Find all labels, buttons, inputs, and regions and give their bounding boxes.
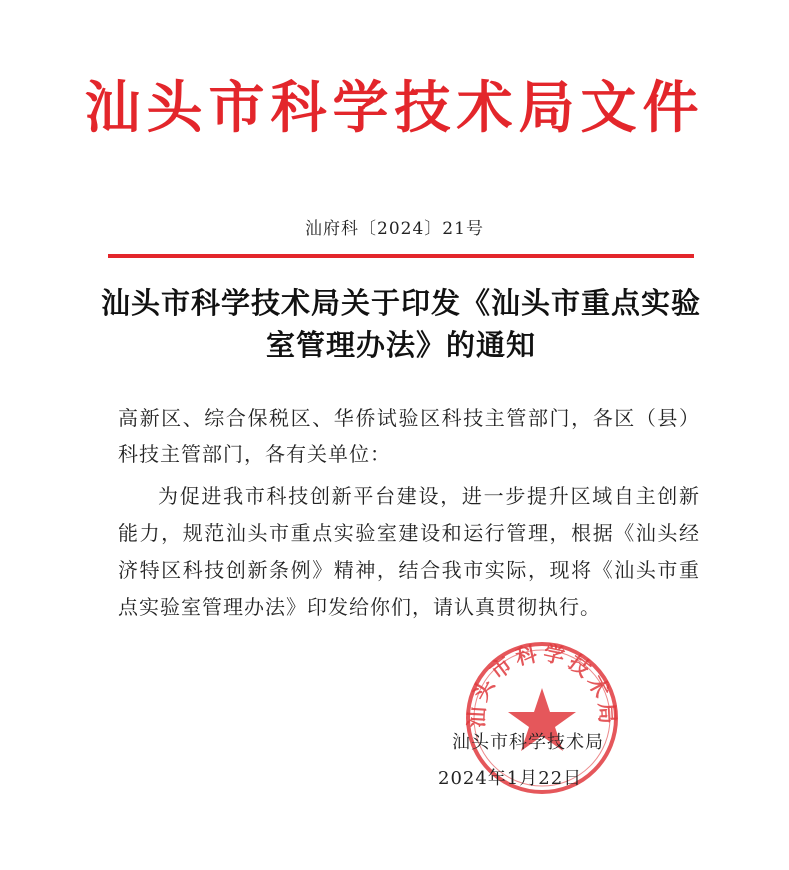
addressee: 高新区、综合保税区、华侨试验区科技主管部门，各区（县）科技主管部门，各有关单位： — [118, 406, 700, 466]
signer: 汕头市科学技术局 — [452, 732, 604, 753]
org-header: 汕头市科学技术局文件 — [84, 75, 705, 141]
sign-date: 2024年1月22日 — [438, 768, 583, 789]
body-paragraph: 为促进我市科技创新平台建设，进一步提升区域自主创新能力，规范汕头市重点实验室建设和运行管理，根据《汕头经济特区科技创新条例》精神，结合我市实际，现将《汕头市重点实验室管理办法》印发给你们，请认真贯彻执行。 — [118, 484, 700, 619]
svg-text:汕头市科学技术局: 汕头市科学技术局 — [463, 640, 621, 729]
document-title: 汕头市科学技术局关于印发《汕头市重点实验室管理办法》的通知 — [100, 286, 701, 362]
red-divider — [108, 254, 694, 258]
doc-number: 汕府科〔2024〕21号 — [305, 219, 484, 239]
